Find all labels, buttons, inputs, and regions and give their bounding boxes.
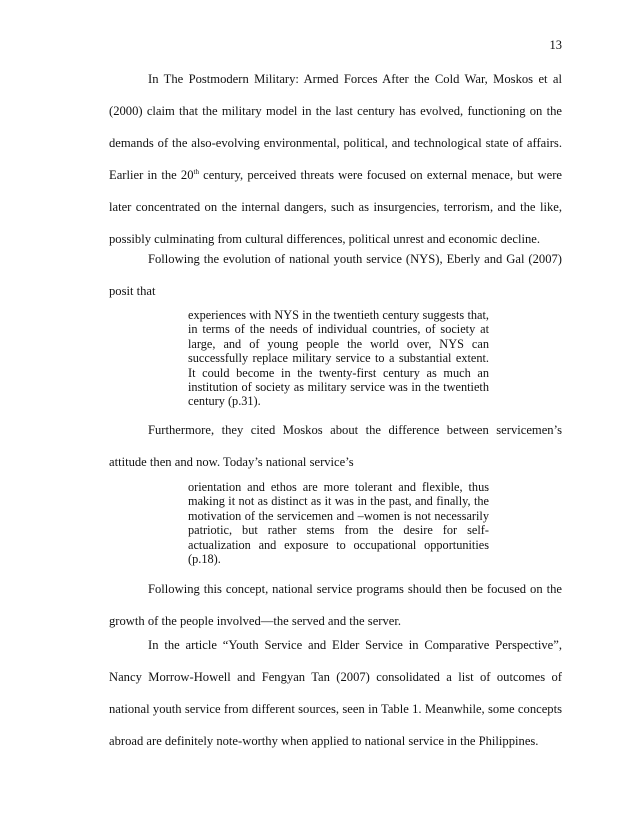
- paragraph-concept: Following this concept, national service programs should then be focused on the growth of the people involved—the served and the server.: [109, 582, 562, 628]
- ordinal-superscript: th: [193, 167, 199, 176]
- paragraph-moskos-text-a: In The Postmodern Military: Armed Forces After the Cold War, Moskos et al (2000) claim that the military model in the last century has evolved, functioning on the demands of the also-evolving environmental, political, and technological state of affairs. Earlier in the 20: [109, 72, 562, 182]
- paragraph-eberly-gal: Following the evolution of national youth service (NYS), Eberly and Gal (2007) posit that: [109, 252, 562, 298]
- block-quote-nys: experiences with NYS in the twentieth century suggests that, in terms of the needs of individual countries, of society at large, and of young people the world over, NYS can successfully replace military service to a substantial extent. It could become in the twenty-first century as much an institution of society as military service was in the twentieth century (p.31).: [188, 308, 489, 409]
- block-quote-orientation: orientation and ethos are more tolerant and flexible, thus making it not as distinct as it was in the past, and finally, the motivation of the servicemen and –women is not necessarily patriotic, but rather stems from the desire for self-actualization and exposure to occupational opportunities (p.18).: [188, 480, 489, 567]
- paragraph-moskos-text-b: century, perceived threats were focused on external menace, but were later concentrated on the internal dangers, such as insurgencies, terrorism, and the like, possibly culminating from cultural differences, political unrest and economic decline.: [109, 168, 563, 246]
- paragraph-servicemen: Furthermore, they cited Moskos about the difference between servicemen’s attitude then and now. Today’s national service’s: [109, 423, 562, 469]
- paragraph-morrow-howell: In the article “Youth Service and Elder Service in Comparative Perspective”, Nancy Morrow-Howell and Fengyan Tan (2007) consolidated a list of outcomes of national youth service from different sources, seen in Table 1. Meanwhile, some concepts abroad are definitely note-worthy when applied to national service in the Philippines.: [109, 638, 562, 748]
- page-number: 13: [549, 38, 562, 52]
- paragraph-moskos: [109, 63, 562, 255]
